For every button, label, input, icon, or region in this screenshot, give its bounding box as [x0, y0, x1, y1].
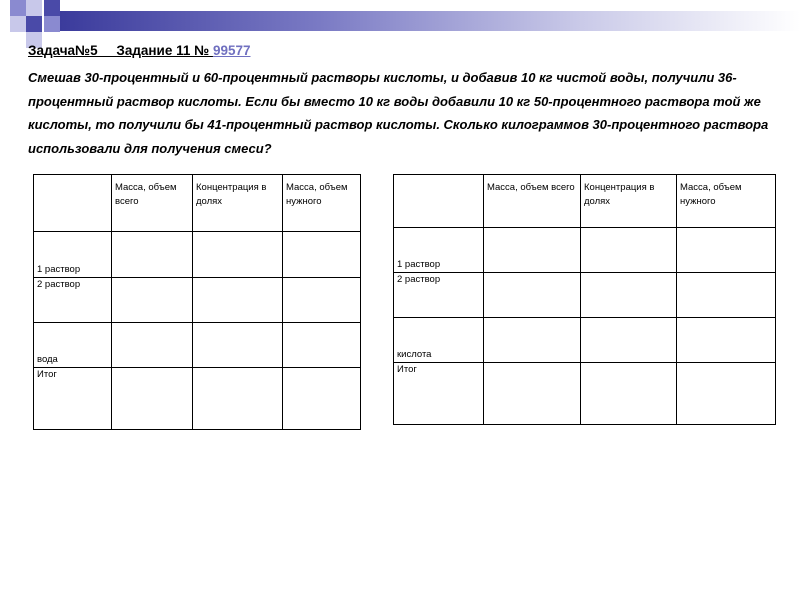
table-corner-cell [394, 175, 484, 228]
table-left [33, 174, 361, 430]
table-cell[interactable] [193, 278, 283, 323]
row-label-water: вода [34, 323, 112, 368]
deco-square [10, 16, 26, 32]
table-cell[interactable] [677, 363, 776, 425]
col-header-mass-needed: Масса, объем нужного [283, 175, 361, 232]
problem-text: Смешав 30-процентный и 60-процентный растворы кислоты, и добавив 10 кг чистой воды, получили 36-процентный раствор кислоты. Если бы вместо 10 кг воды добавили 10 кг 50-процентного раствора той же кислоты, то получили бы 41-процентный раствор кислоты. Сколько килограммов 30-процентного раствора использовали для получения смеси? [28, 70, 769, 156]
table-cell[interactable] [193, 323, 283, 368]
table-cell[interactable] [484, 273, 581, 318]
row-label-total: Итог [34, 368, 112, 430]
table-cell[interactable] [193, 368, 283, 430]
table-cell[interactable] [484, 318, 581, 363]
row-label-total: Итог [394, 363, 484, 425]
table-cell[interactable] [112, 278, 193, 323]
col-header-mass-total: Масса, объем всего [112, 175, 193, 232]
table-cell[interactable] [283, 368, 361, 430]
table-cell[interactable] [581, 228, 677, 273]
col-header-concentration: Концентрация в долях [193, 175, 283, 232]
col-header-mass-needed: Масса, объем нужного [677, 175, 776, 228]
table-cell[interactable] [484, 363, 581, 425]
deco-square [26, 0, 42, 16]
table-cell[interactable] [283, 278, 361, 323]
deco-square [26, 16, 42, 32]
table-cell[interactable] [484, 228, 581, 273]
table-cell[interactable] [677, 228, 776, 273]
table-cell[interactable] [677, 318, 776, 363]
row-label-solution2: 2 раствор [394, 273, 484, 318]
row-label-solution1: 1 раствор [394, 228, 484, 273]
col-header-concentration: Концентрация в долях [581, 175, 677, 228]
row-label-acid: кислота [394, 318, 484, 363]
table-cell[interactable] [581, 273, 677, 318]
table-cell[interactable] [193, 232, 283, 278]
col-header-mass-total: Масса, объем всего [484, 175, 581, 228]
table-cell[interactable] [677, 273, 776, 318]
table-cell[interactable] [112, 323, 193, 368]
table-cell[interactable] [283, 323, 361, 368]
table-cell[interactable] [581, 318, 677, 363]
deco-square [44, 0, 60, 16]
row-label-solution2: 2 раствор [34, 278, 112, 323]
table-cell[interactable] [581, 363, 677, 425]
table-cell[interactable] [112, 232, 193, 278]
task-link[interactable]: 99577 [212, 43, 251, 58]
header-band [60, 11, 800, 31]
table-corner-cell [34, 175, 112, 232]
table-right [393, 174, 776, 425]
task-title: Задача№5 Задание 11 № 99577 [28, 43, 251, 58]
table-cell[interactable] [283, 232, 361, 278]
table-cell[interactable] [112, 368, 193, 430]
deco-square [10, 0, 26, 16]
deco-square [44, 16, 60, 32]
row-label-solution1: 1 раствор [34, 232, 112, 278]
